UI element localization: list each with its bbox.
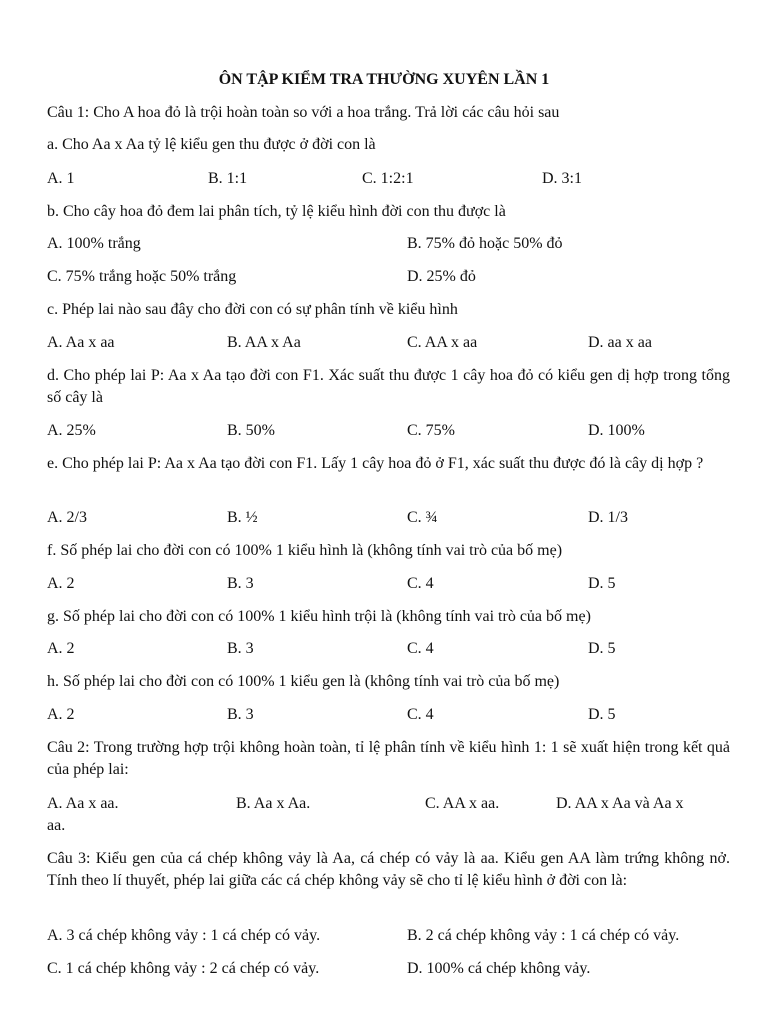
q1g-option-a: A. 2 [47, 640, 75, 657]
question-1f-text: f. Số phép lai cho đời con có 100% 1 kiểu hình là (không tính vai trò của bố mẹ) [47, 542, 563, 559]
q1h-option-b: B. 3 [227, 706, 254, 723]
q1a-option-a: A. 1 [47, 170, 75, 187]
q1e-option-d: D. 1/3 [588, 509, 628, 526]
q3-option-a: A. 3 cá chép không vảy : 1 cá chép có vảy. [47, 927, 321, 944]
question-1-stem: Câu 1: Cho A hoa đỏ là trội hoàn toàn so với a hoa trắng. Trả lời các câu hỏi sau [47, 104, 560, 121]
question-1h-text: h. Số phép lai cho đời con có 100% 1 kiểu gen là (không tính vai trò của bố mẹ) [47, 673, 560, 690]
q2-option-d: D. AA x Aa và Aa x [556, 795, 684, 812]
q1b-option-c: C. 75% trắng hoặc 50% trắng [47, 268, 237, 285]
q1d-option-a: A. 25% [47, 422, 96, 439]
question-1b-text: b. Cho cây hoa đỏ đem lai phân tích, tỷ lệ kiểu hình đời con thu được là [47, 203, 506, 220]
q2-option-b: B. Aa x Aa. [236, 795, 311, 812]
q1d-option-d: D. 100% [588, 422, 645, 439]
q1f-option-c: C. 4 [407, 575, 434, 592]
question-1g-text: g. Số phép lai cho đời con có 100% 1 kiểu hình trội là (không tính vai trò của bố mẹ) [47, 608, 591, 625]
question-1d-text: d. Cho phép lai P: Aa x Aa tạo đời con F1. Xác suất thu được 1 cây hoa đỏ có kiểu gen dị hợp trong tổng số cây là [47, 367, 730, 406]
page-title: ÔN TẬP KIỂM TRA THƯỜNG XUYÊN LẦN 1 [218, 71, 550, 88]
q1b-option-a: A. 100% trắng [47, 235, 141, 252]
question-1a-text: a. Cho Aa x Aa tỷ lệ kiểu gen thu được ở đời con là [47, 136, 376, 153]
q1g-option-d: D. 5 [588, 640, 616, 657]
q1c-option-c: C. AA x aa [407, 334, 478, 351]
q3-option-c: C. 1 cá chép không vảy : 2 cá chép có vảy. [47, 960, 320, 977]
q1b-option-b: B. 75% đỏ hoặc 50% đỏ [407, 235, 563, 252]
q1h-option-d: D. 5 [588, 706, 616, 723]
question-3-stem: Câu 3: Kiểu gen của cá chép không vảy là Aa, cá chép có vảy là aa. Kiểu gen AA làm trứng không nở. Tính theo lí thuyết, phép lai giữa các cá chép không vảy sẽ cho tỉ lệ kiểu hình ở đời con là: [47, 850, 730, 889]
q1h-option-a: A. 2 [47, 706, 75, 723]
q1c-option-d: D. aa x aa [588, 334, 652, 351]
q1d-option-b: B. 50% [227, 422, 275, 439]
q1c-option-a: A. Aa x aa [47, 334, 115, 351]
question-1c-text: c. Phép lai nào sau đây cho đời con có sự phân tính về kiểu hình [47, 301, 458, 318]
q1g-option-b: B. 3 [227, 640, 254, 657]
q1a-option-d: D. 3:1 [542, 170, 582, 187]
question-2-stem: Câu 2: Trong trường hợp trội không hoàn toàn, tỉ lệ phân tính về kiểu hình 1: 1 sẽ xuất hiện trong kết quả của phép lai: [47, 739, 730, 778]
q1g-option-c: C. 4 [407, 640, 434, 657]
q1e-option-a: A. 2/3 [47, 509, 87, 526]
q2-option-d-continuation: aa. [47, 817, 66, 834]
question-1e-text: e. Cho phép lai P: Aa x Aa tạo đời con F1. Lấy 1 cây hoa đỏ ở F1, xác suất thu được đó là cây dị hợp ? [47, 455, 704, 472]
q1b-option-d: D. 25% đỏ [407, 268, 476, 285]
q1e-option-b: B. ½ [227, 509, 258, 526]
q1h-option-c: C. 4 [407, 706, 434, 723]
q1c-option-b: B. AA x Aa [227, 334, 301, 351]
q2-option-a: A. Aa x aa. [47, 795, 119, 812]
q3-option-b: B. 2 cá chép không vảy : 1 cá chép có vảy. [407, 927, 680, 944]
q3-option-d: D. 100% cá chép không vảy. [407, 960, 591, 977]
q2-option-c: C. AA x aa. [425, 795, 500, 812]
q1e-option-c: C. ¾ [407, 509, 438, 526]
q1f-option-b: B. 3 [227, 575, 254, 592]
q1f-option-a: A. 2 [47, 575, 75, 592]
q1d-option-c: C. 75% [407, 422, 455, 439]
q1f-option-d: D. 5 [588, 575, 616, 592]
q1a-option-b: B. 1:1 [208, 170, 248, 187]
q1a-option-c: C. 1:2:1 [362, 170, 414, 187]
